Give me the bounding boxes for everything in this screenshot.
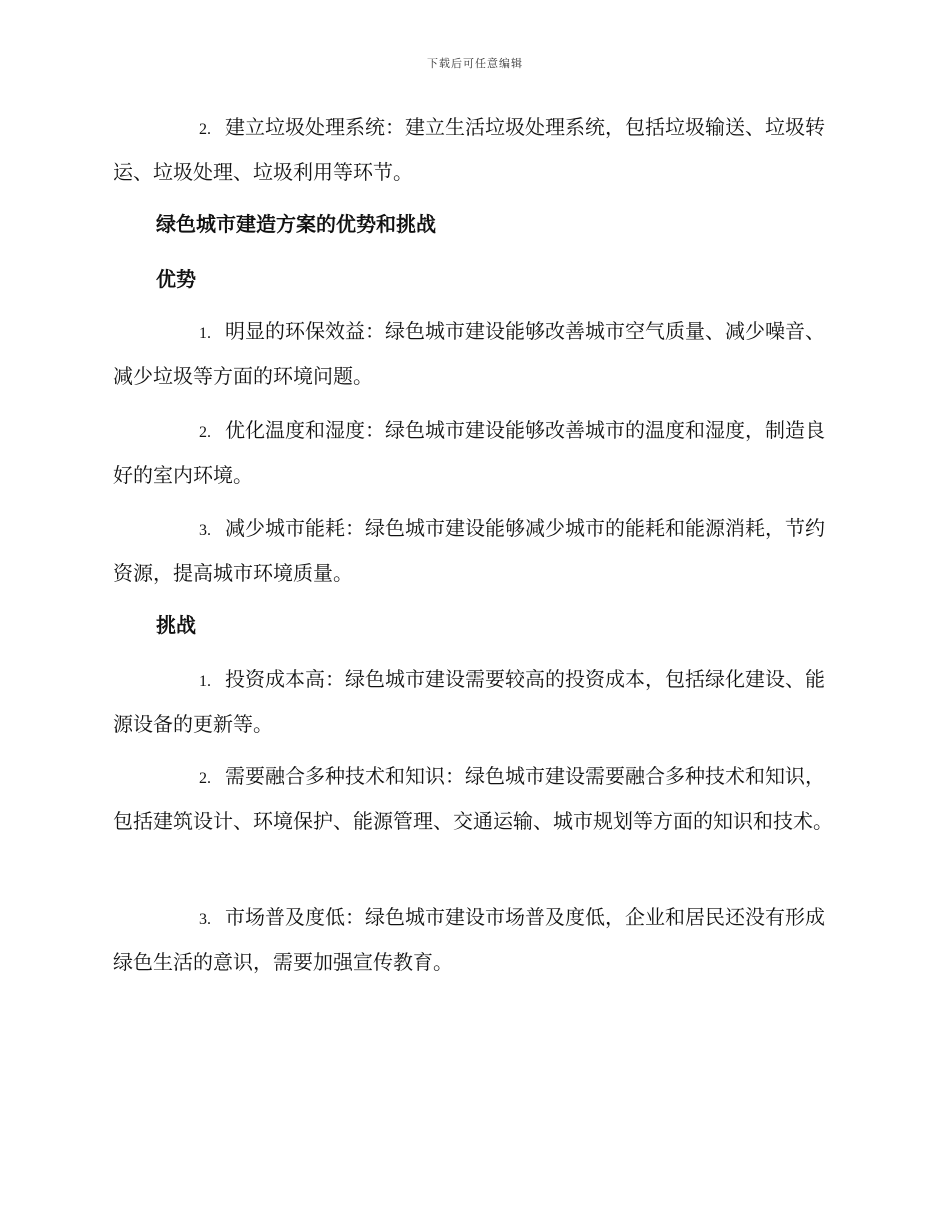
item-number: 2. <box>199 424 211 441</box>
item-number: 1. <box>199 325 211 342</box>
advantages-heading: 优势 <box>156 267 196 291</box>
item-text: 明显的环保效益：绿色城市建设能够改善城市空气质量、减少噪音、减少垃圾等方面的环境问题。 <box>113 319 825 388</box>
item-text: 市场普及度低：绿色城市建设市场普及度低，企业和居民还没有形成绿色生活的意识，需要加强宣传教育。 <box>113 905 825 974</box>
page-header: 下载后可任意编辑 <box>427 57 523 70</box>
list-item <box>113 896 837 984</box>
list-item <box>113 658 837 746</box>
item-number: 3. <box>199 911 211 928</box>
paragraph <box>113 310 837 398</box>
paragraph <box>113 896 837 984</box>
item-number: 2. <box>199 770 211 787</box>
item-text: 建立垃圾处理系统：建立生活垃圾处理系统，包括垃圾输送、垃圾转运、垃圾处理、垃圾利用等环节。 <box>113 115 825 184</box>
list-item <box>113 310 837 398</box>
paragraph <box>113 409 837 497</box>
section-title: 绿色城市建造方案的优势和挑战 <box>156 212 436 236</box>
item-text: 优化温度和湿度：绿色城市建设能够改善城市的温度和湿度，制造良好的室内环境。 <box>113 418 825 487</box>
list-item <box>113 507 837 595</box>
item-text: 减少城市能耗：绿色城市建设能够减少城市的能耗和能源消耗，节约资源，提高城市环境质量。 <box>113 516 825 585</box>
item-text: 需要融合多种技术和知识：绿色城市建设需要融合多种技术和知识，包括建筑设计、环境保护、能源管理、交通运输、城市规划等方面的知识和技术。 <box>113 764 833 833</box>
item-text: 投资成本高：绿色城市建设需要较高的投资成本，包括绿化建设、能源设备的更新等。 <box>113 667 825 736</box>
challenges-heading: 挑战 <box>156 613 196 637</box>
item-number: 1. <box>199 673 211 690</box>
item-number: 3. <box>199 522 211 539</box>
list-item <box>113 106 837 194</box>
paragraph <box>113 755 837 843</box>
list-item <box>113 755 837 843</box>
list-item <box>113 409 837 497</box>
paragraph <box>113 507 837 595</box>
paragraph <box>113 658 837 746</box>
paragraph <box>113 106 837 194</box>
item-number: 2. <box>199 121 211 138</box>
